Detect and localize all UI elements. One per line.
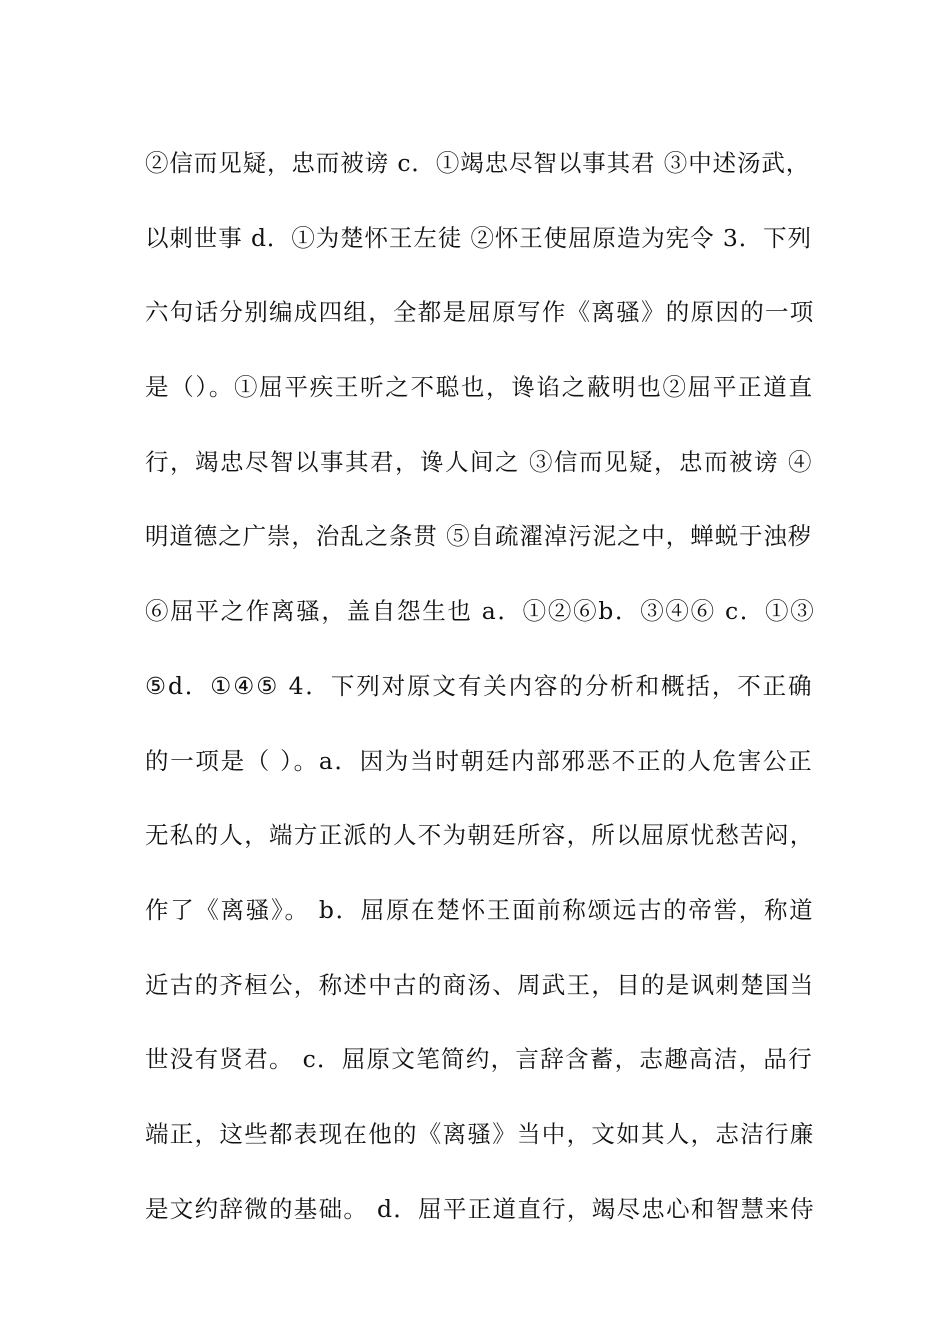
text-line-9: 的一项是（ ）。a．因为当时朝廷内部邪恶不正的人危害公正 — [145, 746, 814, 775]
text-line-1: ②信而见疑，忠而被谤 c．①竭忠尽智以事其君 ③中述汤武， — [145, 149, 811, 177]
text-line-7: ⑥屈平之作离骚，盖自怨生也 a．①②⑥b．③④⑥ c．①③ — [145, 597, 815, 626]
text-line-3: 六句话分别编成四组，全都是屈原写作《离骚》的原因的一项 — [145, 298, 815, 327]
body-text — [145, 126, 815, 1246]
text-line-10: 无私的人，端方正派的人不为朝廷所容，所以屈原忧愁苦闷， — [145, 821, 815, 850]
text-line-11: 作了《离骚》。 b．屈原在楚怀王面前称颂远古的帝喾，称道 — [145, 895, 815, 924]
text-line-5: 行，竭忠尽智以事其君，谗人间之 ③信而见疑，忠而被谤 ④ — [145, 447, 813, 476]
text-line-13: 世没有贤君。 c．屈原文笔简约，言辞含蓄，志趣高洁，品行 — [145, 1045, 814, 1074]
text-line-8: ⑤d．①④⑤ 4．下列对原文有关内容的分析和概括，不正确 — [145, 671, 814, 700]
text-line-6: 明道德之广崇，治乱之条贯 ⑤自疏濯淖污泥之中，蝉蜕于浊秽 — [145, 522, 813, 551]
text-line-2: 以刺世事 d．①为楚怀王左徒 ②怀王使屈原造为宪令 3．下列 — [145, 223, 812, 252]
text-line-12: 近古的齐桓公，称述中古的商汤、周武王，目的是讽刺楚国当 — [145, 970, 815, 999]
text-line-14: 端正，这些都表现在他的《离骚》当中，文如其人，志洁行廉 — [145, 1119, 815, 1148]
text-line-4: 是（）。①屈平疾王听之不聪也，谗谄之蔽明也②屈平正道直 — [145, 373, 814, 402]
text-line-15: 是文约辞微的基础。 d．屈平正道直行，竭尽忠心和智慧来侍 — [145, 1194, 815, 1223]
